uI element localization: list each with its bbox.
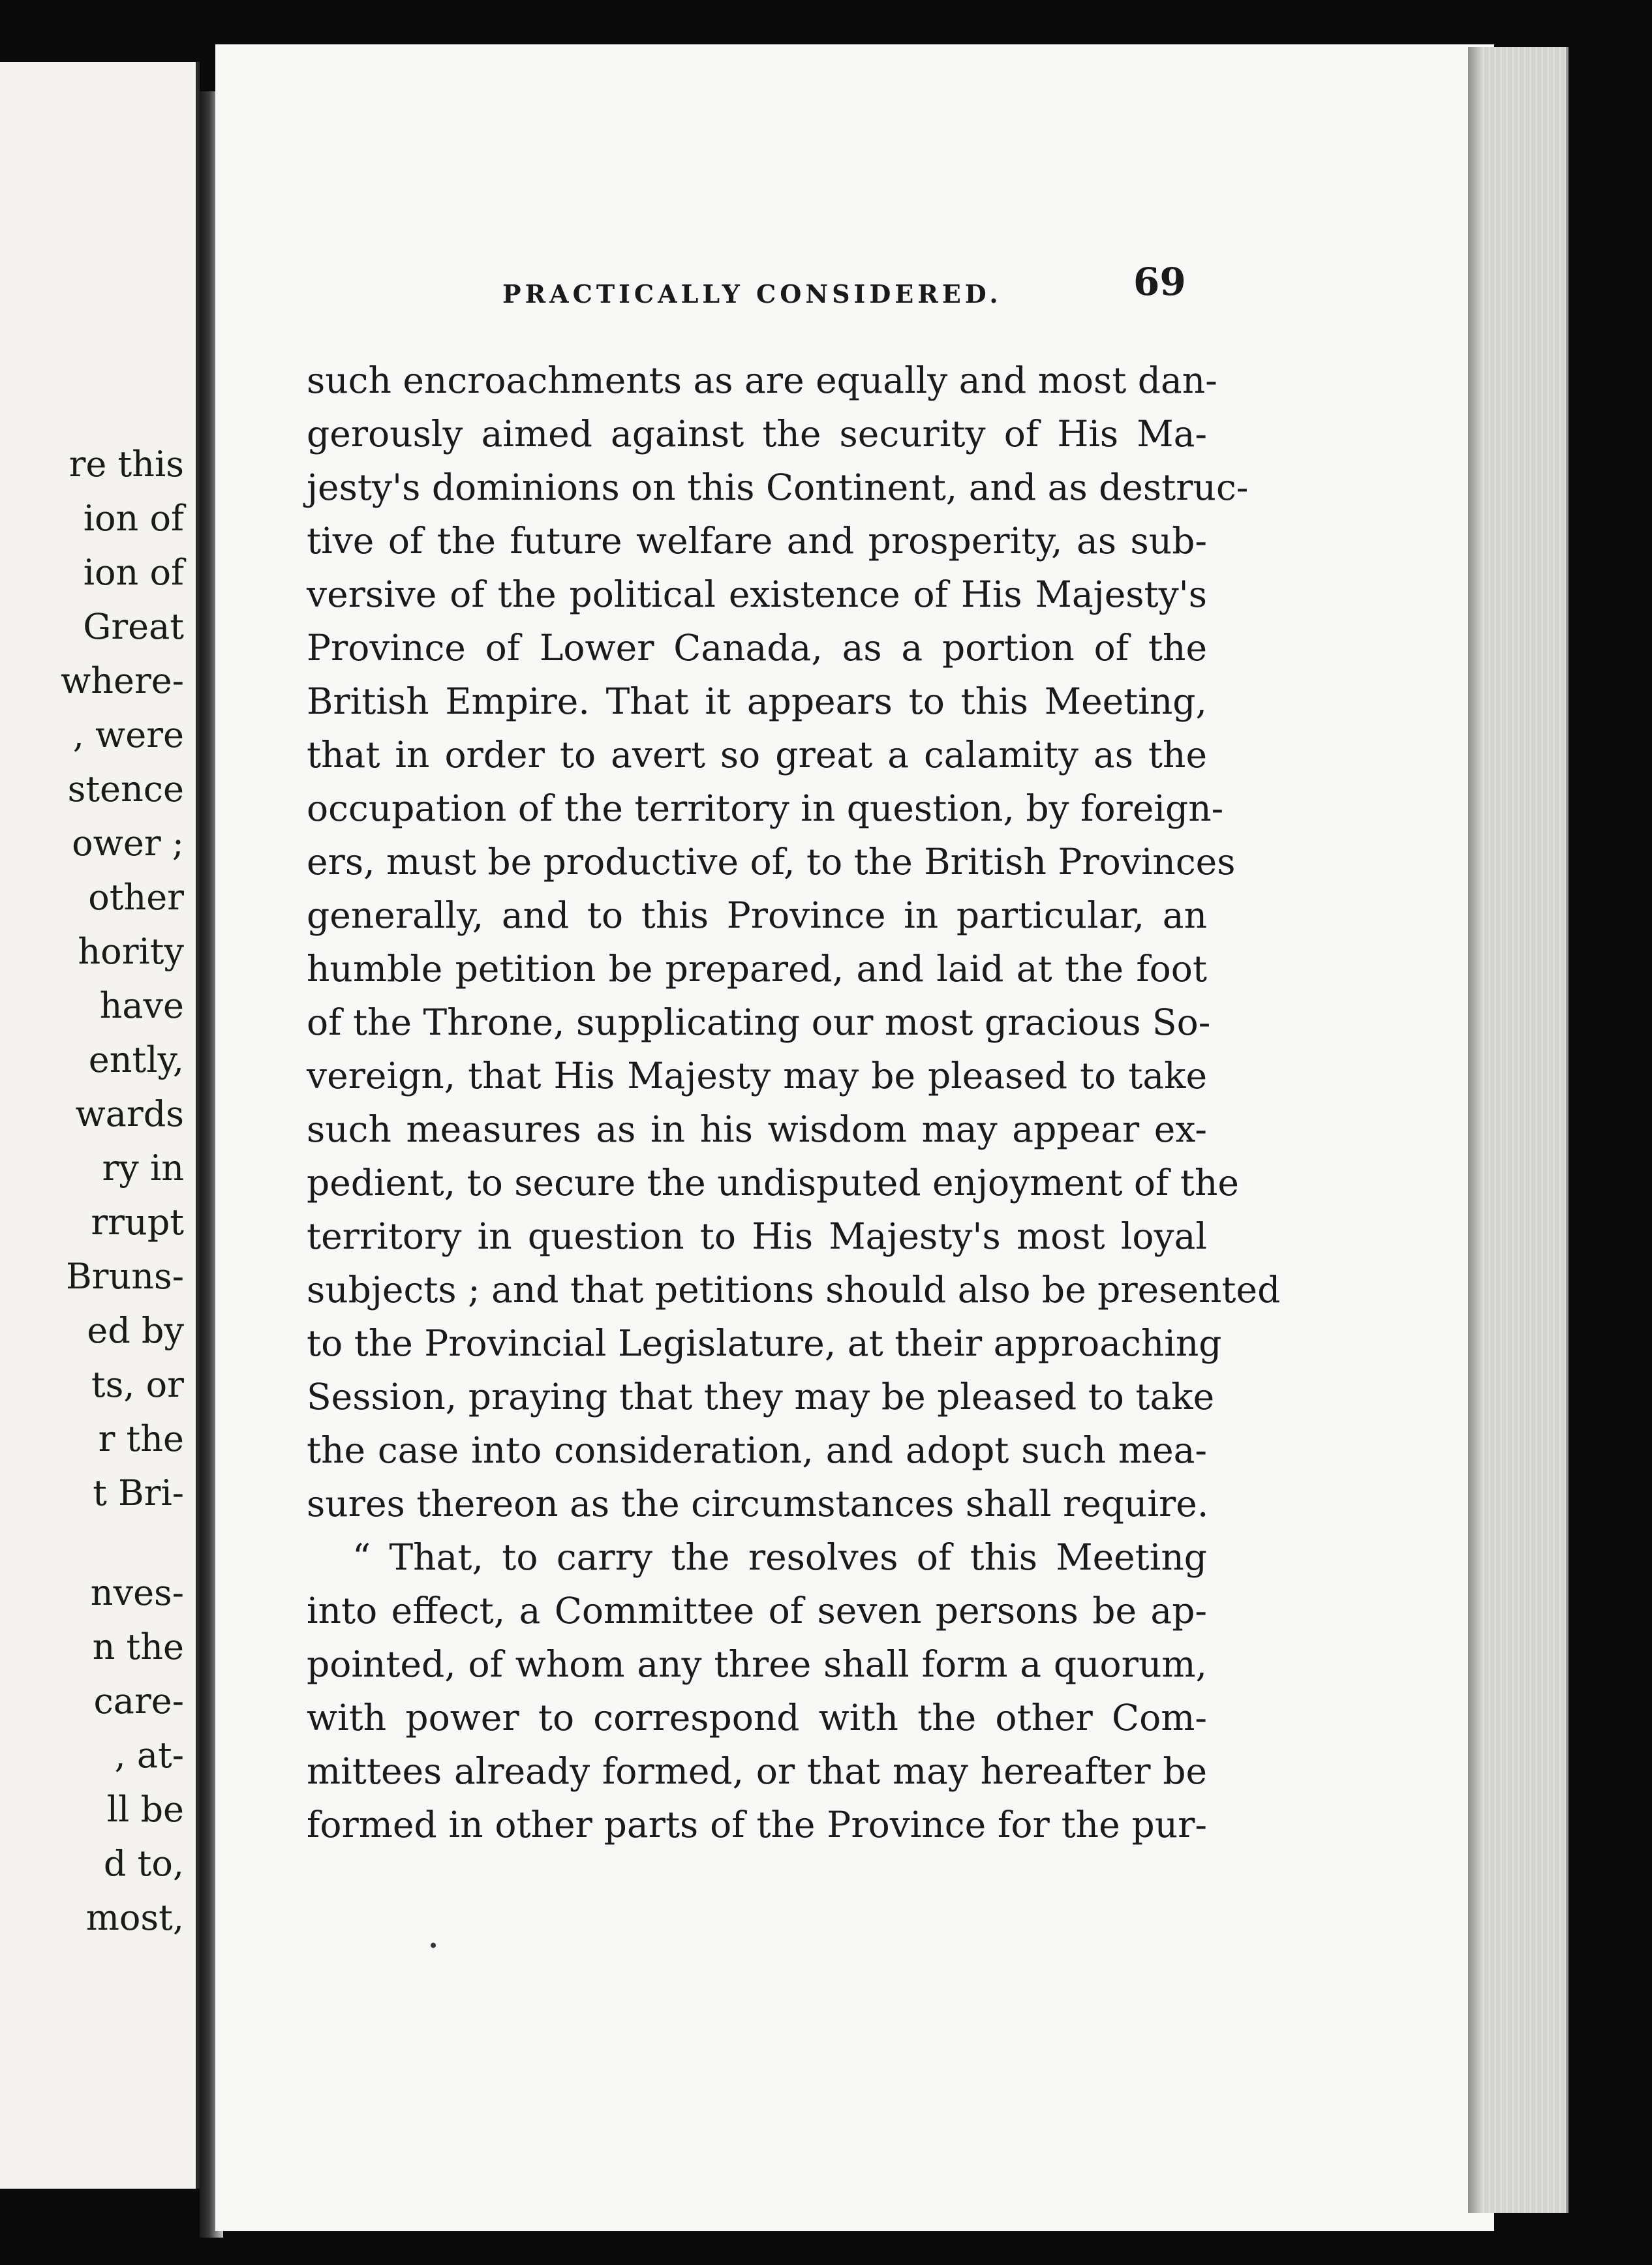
text-line: versive of the political existence of His Majesty's [307,573,1207,615]
text-line: t Bri- [93,1472,184,1513]
text-line: r the [98,1418,184,1459]
text-line: pointed, of whom any three shall form a quorum, [307,1643,1207,1685]
text-line: pedient, to secure the undisputed enjoyment of the [307,1162,1239,1204]
text-line: occupation of the territory in question, by foreign- [307,787,1224,829]
previous-page [0,62,200,2189]
text-line: sures thereon as the circumstances shall require. [307,1483,1209,1525]
text-line: ently, [88,1039,184,1080]
text-line: care- [93,1680,184,1722]
page-edges [1468,47,1568,2213]
text-line: ll be [106,1789,184,1830]
text-line: Province of Lower Canada, as a portion of the [307,627,1207,669]
text-line: ers, must be productive of, to the British Provinces [307,841,1236,883]
text-line: mittees already formed, or that may hereafter be [307,1750,1207,1792]
text-line: territory in question to His Majesty's most loyal [307,1215,1207,1257]
text-line: most, [85,1897,184,1938]
text-line: where- [61,660,184,701]
page-edge-shadow [1468,47,1482,2213]
text-line: Bruns- [65,1256,184,1297]
text-line: have [99,985,184,1026]
paragraph-gap [0,1520,184,1566]
text-line: stence [67,768,184,810]
text-line: , were [72,714,184,755]
text-line: d to, [103,1843,184,1884]
text-line: that in order to avert so great a calamity as the [307,734,1207,776]
text-line: of the Throne, supplicating our most gracious So- [307,1001,1211,1043]
text-line: ed by [87,1310,184,1351]
text-line: re this [69,444,184,485]
text-line: such encroachments as are equally and most dan- [307,359,1217,401]
text-line: gerously aimed against the security of His Ma- [307,413,1207,455]
text-line: rrupt [91,1202,184,1243]
text-line: with power to correspond with the other Com- [307,1697,1207,1739]
text-line: ion of [83,498,184,539]
text-line: n the [92,1626,184,1667]
text-line: nves- [90,1572,184,1613]
running-head: PRACTICALLY CONSIDERED. [502,279,1002,309]
page-number: 69 [1133,260,1186,304]
text-line: to the Provincial Legislature, at their approaching [307,1322,1222,1364]
text-line: subjects ; and that petitions should also be presented [307,1269,1281,1311]
text-line: Session, praying that they may be pleased to take [307,1376,1215,1418]
text-line: vereign, that His Majesty may be pleased to take [307,1055,1207,1097]
text-line: hority [78,931,184,972]
text-line: jesty's dominions on this Continent, and as destruc- [307,466,1249,508]
text-line: ts, or [91,1364,184,1405]
text-line: wards [75,1093,184,1134]
ink-speck [431,1943,436,1948]
text-line: “ That, to carry the resolves of this Meeting [352,1536,1207,1578]
text-line: such measures as in his wisdom may appear ex- [307,1108,1207,1150]
text-line: generally, and to this Province in particular, an [307,894,1207,936]
text-line: formed in other parts of the Province for the pur- [307,1804,1207,1846]
text-line: ry in [102,1148,184,1189]
text-line: tive of the future welfare and prosperity, as sub- [307,520,1207,562]
text-line: ion of [83,552,184,593]
text-line: Great [83,606,184,647]
text-line: humble petition be prepared, and laid at the foot [307,948,1207,990]
text-line: British Empire. That it appears to this Meeting, [307,680,1207,722]
text-line: into effect, a Committee of seven persons be ap- [307,1590,1207,1632]
text-line: other [88,877,184,918]
text-line: , at- [114,1735,184,1776]
text-line: the case into consideration, and adopt such mea- [307,1429,1207,1471]
previous-page-text [0,437,184,1945]
page-body-text [307,354,1281,1851]
text-line: ower ; [72,823,184,864]
